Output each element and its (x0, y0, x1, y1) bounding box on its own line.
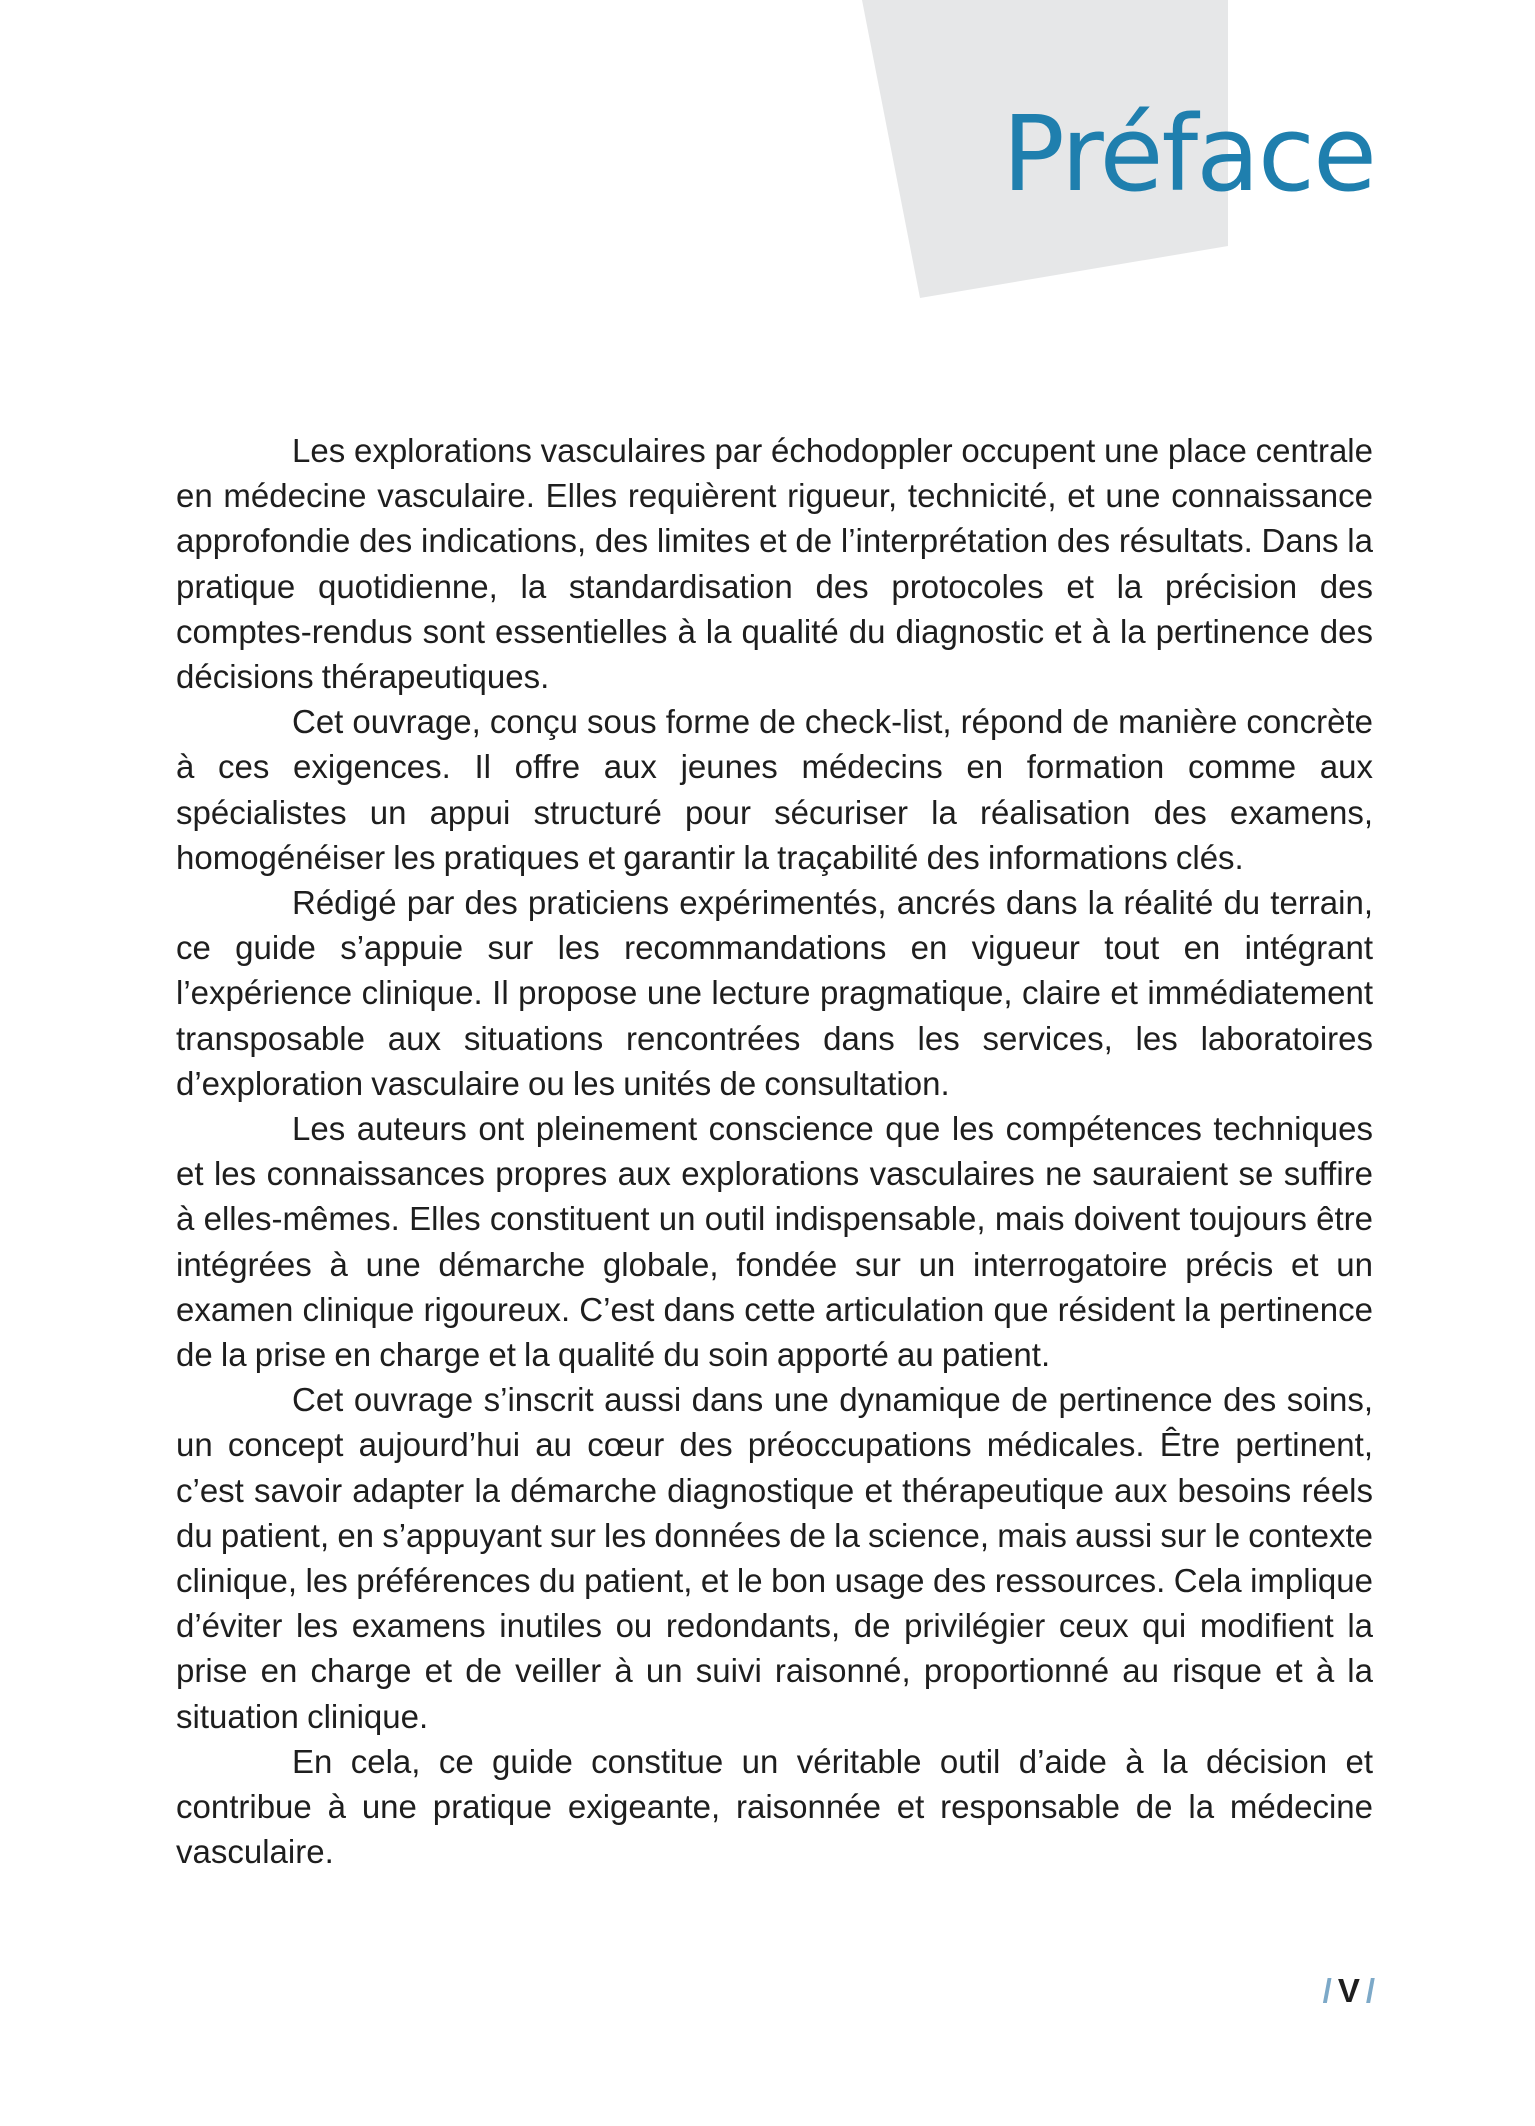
folio-number: V (1337, 1972, 1360, 2009)
preface-body (176, 428, 1373, 1875)
page-title: Préface (1002, 93, 1375, 215)
paragraph: En cela, ce guide constitue un véritable outil d’aide à la décision et contribue à une pratique exigeante, raisonnée et responsable de la médecine vasculaire. (176, 1742, 1373, 1871)
page-number (1323, 1974, 1375, 2007)
paragraph: Les auteurs ont pleinement conscience que les compétences techniques et les connaissances propres aux explorations vasculaires ne sauraient se suffire à elles-mêmes. Elles constituent un outil indispensable, mais doivent toujours être intégrées à une démarche globale, fondée sur un interrogatoire précis et un examen clinique rigoureux. C’est dans cette articulation que résident la pertinence de la prise en charge et la qualité du soin apporté au patient. (176, 1110, 1373, 1374)
paragraph: Les explorations vasculaires par échodoppler occupent une place centrale en médecine vasculaire. Elles requièrent rigueur, technicité, et une connaissance approfondie des indications, des limites et de l’interprétation des résultats. Dans la pratique quotidienne, la standardisation des protocoles et la précision des comptes-rendus sont essentielles à la qualité du diagnostic et à la pertinence des décisions thérapeutiques. (176, 432, 1373, 696)
folio-slash-right: / (1365, 1972, 1375, 2009)
paragraph: Rédigé par des praticiens expérimentés, ancrés dans la réalité du terrain, ce guide s’appuie sur les recommandations en vigueur tout en intégrant l’expérience clinique. Il propose une lecture pragmatique, claire et immédiatement transposable aux situations rencontrées dans les services, les laboratoires d’exploration vasculaire ou les unités de consultation. (176, 884, 1373, 1102)
paragraph: Cet ouvrage, conçu sous forme de check-list, répond de manière concrète à ces exigences. Il offre aux jeunes médecins en formation comme aux spécialistes un appui structuré pour sécuriser la réalisation des examens, homogénéiser les pratiques et garantir la traçabilité des informations clés. (176, 703, 1373, 876)
paragraph: Cet ouvrage s’inscrit aussi dans une dynamique de pertinence des soins, un concept aujourd’hui au cœur des préoccupations médicales. Être pertinent, c’est savoir adapter la démarche diagnostique et thérapeutique aux besoins réels du patient, en s’appuyant sur les données de la science, mais aussi sur le contexte clinique, les préférences du patient, et le bon usage des ressources. Cela implique d’éviter les examens inutiles ou redondants, de privilégier ceux qui modifient la prise en charge et de veiller à un suivi raisonné, proportionné au risque et à la situation clinique. (176, 1381, 1373, 1735)
folio-slash-left: / (1322, 1972, 1332, 2009)
